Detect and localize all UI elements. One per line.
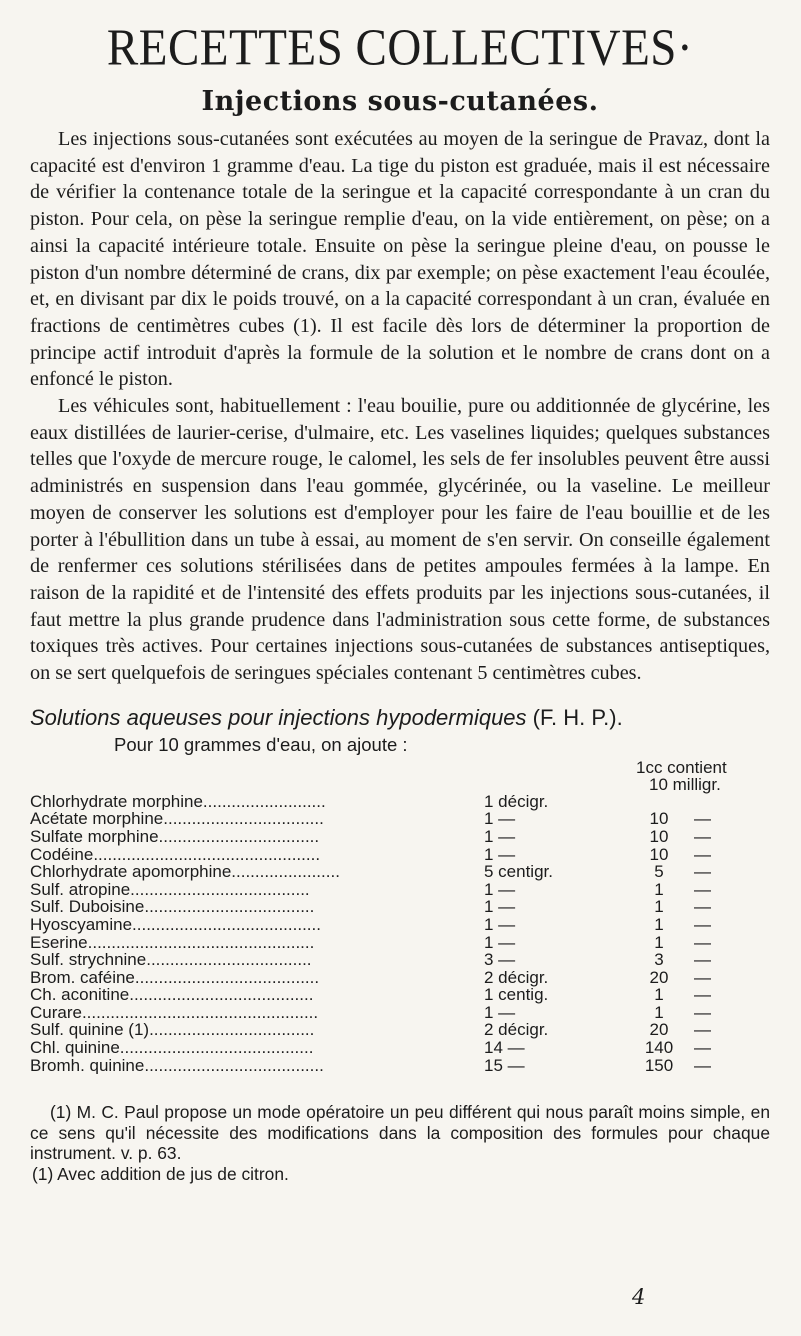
content-unit: —: [694, 809, 711, 829]
content-unit: —: [694, 967, 711, 987]
footnotes: [30, 1102, 770, 1184]
table-row: [30, 846, 770, 864]
content-value: 5: [654, 862, 664, 882]
content-unit: —: [694, 1002, 711, 1022]
quantity: 1 —: [484, 826, 516, 846]
quantity: 1 —: [484, 879, 516, 899]
content-value: 1: [654, 1002, 664, 1022]
table-row: [30, 898, 770, 916]
quantity: 2 décigr.: [484, 1020, 549, 1040]
page-number: 4: [632, 1285, 646, 1309]
footnote-1: (1) M. C. Paul propose un mode opératoire un peu différent qui nous paraît moins simple, en ce sens qu'il nécessite des modifications dans la composition des formules pour chaque instrument. v. p. 63.: [30, 1102, 770, 1164]
paragraph-2: Les véhicules sont, habituellement : l'eau bouilie, pure ou additionnée de glycérine, les eaux distillées de laurier-cerise, d'ulmaire, etc. Les vaselines liquides; quelques substances telles que l'oxyde de mercure rouge, le calomel, les sels de fer insolubles peuvent être aussi administrés en suspension dans l'eau gommée, glycérinée, ou la vaseline. Le meilleur moyen de conserver les solutions est d'employer pour les faire de l'eau bouillie et de les porter à l'ébullition dans un tube à essai, au moment de s'en servir. On conseille également de renfermer ces solutions stérilisées dans de petites ampoules fermées à la lampe. En raison de la rapidité et de l'intensité des effets produits par les injections sous-cutanées, il faut mettre la plus grande prudence dans l'administration sous cette forme, de substances toxiques très actives. Pour certaines injections sous-cutanées de substances antiseptiques, on se sert quelquefois de seringues spéciales contenant 5 centimètres cubes.: [30, 395, 770, 685]
table-row: [30, 810, 770, 828]
substance-name: Acétate morphine..................................: [30, 810, 324, 828]
substance-name: Sulf. atropine......................................: [30, 880, 310, 899]
substance-name: Sulf. quinine (1)...................................: [30, 1021, 315, 1040]
table-row: [30, 1004, 770, 1022]
section-subtitle: Injections sous-cutanées.: [201, 86, 599, 117]
table-row: [30, 828, 770, 846]
solutions-heading-tail: (F. H. P.).: [526, 704, 623, 730]
substance-name: Sulfate morphine..................................: [30, 827, 320, 846]
document-page: [30, 0, 770, 1184]
quantity: 14 —: [484, 1038, 525, 1058]
quantity: 1 —: [484, 1002, 516, 1022]
table-row: [30, 1057, 770, 1075]
substance-name: Ch. aconitine.......................................: [30, 986, 314, 1004]
content-unit: —: [694, 862, 711, 882]
content-value: 1: [654, 932, 664, 952]
content-value: 140: [644, 1038, 674, 1058]
quantity: 1 —: [484, 897, 516, 917]
content-unit: —: [694, 844, 711, 864]
table-row: [30, 1039, 770, 1057]
content-value: 10: [649, 826, 669, 846]
content-value: 150: [644, 1055, 674, 1075]
substance-name: Codéine................................................: [30, 845, 321, 864]
quantity: 1 centig.: [484, 985, 549, 1005]
solutions-heading: [30, 703, 770, 733]
table-row: [30, 881, 770, 899]
substance-name: Curare..................................................: [30, 1003, 319, 1022]
table-row: [30, 793, 770, 811]
substance-name: Chl. quinine.........................................: [30, 1039, 314, 1057]
content-value: 1: [654, 914, 664, 934]
table-row: [30, 1021, 770, 1039]
content-unit: —: [694, 950, 711, 970]
content-unit: —: [694, 879, 711, 899]
substance-name: Chlorhydrate morphine..........................: [30, 792, 326, 811]
table-intro: Pour 10 grammes d'eau, on ajoute :: [114, 733, 408, 755]
content-unit: —: [694, 826, 711, 846]
content-value: 1: [654, 897, 664, 917]
substance-name: Chlorhydrate apomorphine.......................: [30, 863, 340, 881]
content-unit: —: [694, 1055, 711, 1075]
quantity: 5 centigr.: [484, 862, 553, 882]
quantity: 2 décigr.: [484, 967, 549, 987]
quantity: 1 —: [484, 844, 516, 864]
table-header-line-1: 1cc contient: [636, 757, 727, 777]
content-unit: —: [694, 985, 711, 1005]
content-value: 20: [649, 1020, 669, 1040]
table-row: [30, 951, 770, 969]
content-value: 10: [649, 844, 669, 864]
content-value: 20: [649, 967, 669, 987]
content-value: 3: [654, 950, 664, 970]
substance-name: Sulf. Duboisine....................................: [30, 898, 315, 916]
substance-name: Bromh. quinine......................................: [30, 1056, 324, 1075]
page-title: RECETTES COLLECTIVES·: [106, 19, 694, 77]
table-row: [30, 863, 770, 881]
solutions-heading-italic: Solutions aqueuses pour injections hypodermiques: [30, 704, 527, 730]
table-row: [30, 916, 770, 934]
quantity: 15 —: [484, 1055, 525, 1075]
substance-name: Sulf. strychnine...................................: [30, 951, 312, 969]
quantity: 1 —: [484, 932, 516, 952]
table-header: [30, 757, 770, 793]
substance-name: Hyoscyamine........................................: [30, 915, 321, 934]
content-unit: —: [694, 897, 711, 917]
substance-name: Brom. caféine.......................................: [30, 968, 320, 987]
paragraph-1: Les injections sous-cutanées sont exécutées au moyen de la seringue de Pravaz, dont la capacité est d'environ 1 gramme d'eau. La tige du piston est graduée, mais il est nécessaire de vérifier la contenance totale de la seringue et la capacité correspondante à un cran du piston. Pour cela, on pèse la seringue remplie d'eau, on la vide entièrement, on pèse; on a ainsi la capacité intérieure totale. Ensuite on pèse la seringue pleine d'eau, on pousse le piston d'un nombre déterminé de crans, dix par exemple; on pèse exactement l'eau écoulée, et, en divisant par dix le poids trouvé, on a la capacité correspondant à un cran, évaluée en fractions de centimètres cubes (1). Il est facile dès lors de déterminer la proportion de principe actif introduit d'après la formule de la solution et le nombre de crans dont on a enfoncé le piston.: [30, 128, 770, 391]
content-unit: —: [694, 932, 711, 952]
table-row: [30, 934, 770, 952]
table-rows: [30, 793, 770, 1075]
quantity: 1 —: [484, 914, 516, 934]
quantity: 3 —: [484, 950, 516, 970]
content-unit: —: [694, 1020, 711, 1040]
content-value: 1: [654, 879, 664, 899]
substance-name: Eserine................................................: [30, 933, 315, 952]
table-row: [30, 969, 770, 987]
quantity: 1 —: [484, 809, 516, 829]
footnote-2: (1) Avec addition de jus de citron.: [32, 1163, 289, 1184]
content-value: 10: [649, 809, 669, 829]
content-value: 1: [654, 985, 664, 1005]
solutions-table: [30, 757, 770, 1075]
content-unit: —: [694, 1038, 711, 1058]
table-row: [30, 986, 770, 1004]
table-header-line-2: 10 milligr.: [649, 774, 721, 794]
quantity: 1 décigr.: [484, 791, 549, 811]
content-unit: —: [694, 914, 711, 934]
